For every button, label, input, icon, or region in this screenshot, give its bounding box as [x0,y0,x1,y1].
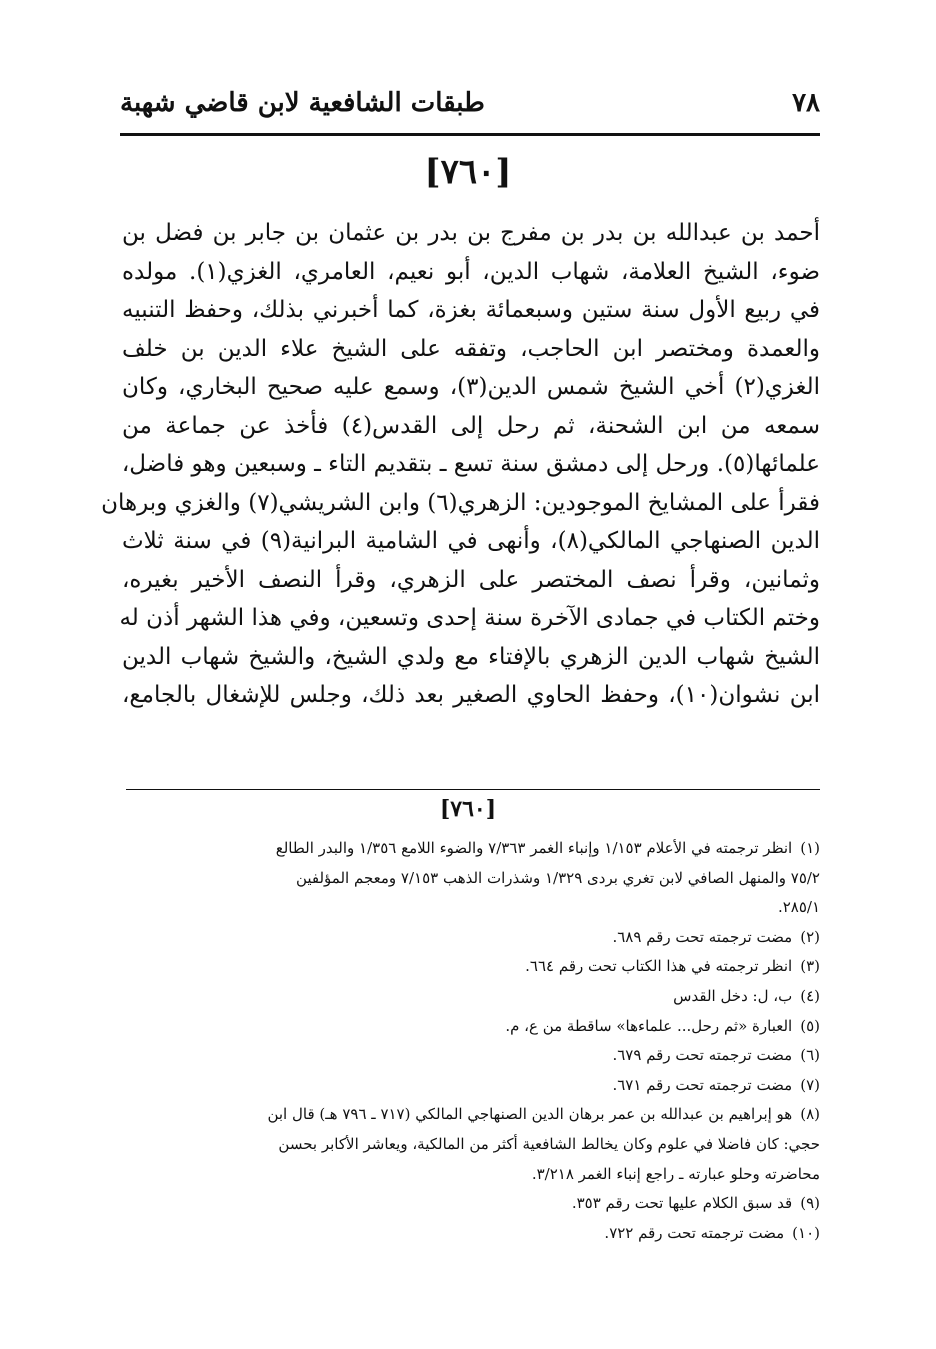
footnote-text: ٢٨٥/١. [777,898,820,917]
body-line: في ربيع الأول سنة ستين وسبعمائة بغزة، كما أخبرني بذلك، وحفظ التنبيه [122,297,820,323]
footnote-text: العبارة «ثم رحل... علماءها» ساقطة من ع، م. [505,1016,793,1035]
body-line: أحمد بن عبدالله بن بدر بن مفرج بن بدر بن عثمان بن جابر بن فضل بن [122,220,820,246]
footnote-text: مضت ترجمته تحت رقم ٦٧١. [612,1075,793,1094]
footnote [126,1012,820,1042]
footnote-text: مضت ترجمته تحت رقم ٦٧٩. [612,1046,793,1065]
body-line: الغزي(٢) أخي الشيخ شمس الدين(٣)، وسمع عليه صحيح البخاري، وكان [122,374,820,400]
footnote-text: ب، ل: دخل القدس [673,986,793,1005]
footnote [126,952,820,982]
footnote-rule [126,789,820,790]
footnote [126,1100,820,1130]
footnote [126,982,820,1012]
body-line: وختم الكتاب في جمادى الآخرة سنة إحدى وتسعين، وفي هذا الشهر أذن له [119,605,820,631]
footnotes [126,834,820,1248]
footnote-number: (٤) [800,986,820,1005]
footnote-text: انظر ترجمته في هذا الكتاب تحت رقم ٦٦٤. [525,957,793,976]
entry-number: [٧٦٠] [424,152,512,192]
footnote-number: (١) [800,839,820,857]
footnote-text: حجي: كان فاضلا في علوم وكان يخالط الشافعية أكثر من المالكية، ويعاشر الأكابر بحسن [278,1134,820,1153]
body-line: ضوء، الشيخ العلامة، شهاب الدين، أبو نعيم، العامري، الغزي(١). مولده [122,258,820,285]
body-line: فقرأ على المشايخ الموجودين: الزهري(٦) وابن الشريشي(٧) والغزي وبرهان [101,489,820,516]
body-line: ابن نشوان(١٠)، وحفظ الحاوي الصغير بعد ذلك، وجلس للإشغال بالجامع، [122,682,820,708]
footnote-number: (٧) [800,1075,820,1094]
footnote-text: انظر ترجمته في الأعلام ١/١٥٣ وإنباء الغمر ٧/٣٦٣ والضوء اللامع ١/٣٥٦ والبدر الطالع [275,839,793,857]
footnote-text: هو إبراهيم بن عبدالله بن عمر برهان الدين الصنهاجي المالكي (٧١٧ ـ ٧٩٦ هـ) قال ابن [267,1105,793,1124]
footnote-number: (٢) [800,927,820,946]
footnote-number: (٣) [800,957,820,976]
body-line: سمعه من ابن الشحنة، ثم رحل إلى القدس(٤) فأخذ عن جماعة من [122,412,820,439]
footnote-text: ٧٥/٢ والمنهل الصافي لابن تغري بردى ١/٣٢٩ وشذرات الذهب ٧/١٥٣ ومعجم المؤلفين [295,868,820,887]
footnote-entry-number: [٧٦٠] [439,796,497,822]
footnote [126,1219,820,1249]
footnote-number: (٩) [800,1194,820,1213]
footnote-text: مضت ترجمته تحت رقم ٧٢٢. [604,1223,785,1242]
page-header [120,82,820,132]
footnote [126,1041,820,1071]
page-number: ٧٨ [792,88,820,118]
body-line: علمائها(٥). ورحل إلى دمشق سنة تسع ـ بتقديم التاء ـ وسبعين وهو فاضل، [121,451,820,477]
body-line: الدين الصنهاجي المالكي(٨)، وأنهى في الشامية البرانية(٩) في سنة ثلاث [122,528,820,554]
header-rule [120,133,820,136]
footnote [126,834,820,864]
footnote-text: مضت ترجمته تحت رقم ٦٨٩. [612,927,793,946]
footnote [126,1071,820,1101]
footnote-text: محاضرته وحلو عبارته ـ راجع إنباء الغمر ٣/٢١٨. [531,1164,820,1183]
footnote-number: (٥) [800,1016,820,1035]
footnote-text: قد سبق الكلام عليها تحت رقم ٣٥٣. [571,1194,793,1213]
footnote-number: (١٠) [792,1223,820,1242]
footnote [126,1189,820,1219]
running-title: طبقات الشافعية لابن قاضي شهبة [120,88,485,118]
footnote-number: (٨) [800,1105,820,1124]
footnote-number: (٦) [800,1046,820,1065]
body-line: الشيخ شهاب الدين الزهري بالإفتاء مع ولدي الشيخ، والشيخ شهاب الدين [122,643,820,670]
footnote [126,923,820,953]
body-line: وثمانين، وقرأ نصف المختصر على الزهري، وقرأ النصف الأخير بغيره، [122,566,820,593]
biography-text [101,214,820,715]
body-line: والعمدة ومختصر ابن الحاجب، وتفقه على الشيخ علاء الدين بن خلف [122,335,820,362]
